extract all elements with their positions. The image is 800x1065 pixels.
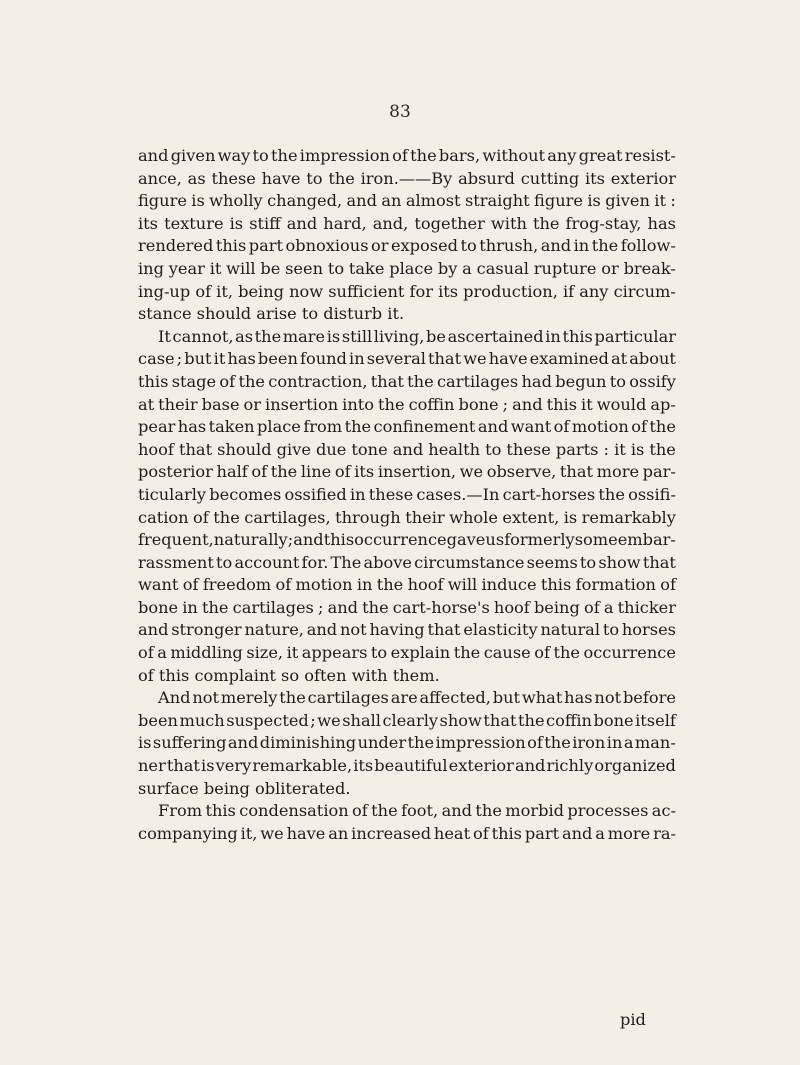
text-line: ance, as these have to the iron.——By absurd cutting its exterior <box>138 168 676 188</box>
text-line: its texture is stiff and hard, and, together with the frog-stay, has <box>138 213 676 233</box>
text-line: and given way to the impression of the bars, without any great resist- <box>138 146 676 165</box>
text-line: pear has taken place from the confinement and want of motion of the <box>138 417 676 437</box>
text-line: From this condensation of the foot, and the morbid processes ac- <box>158 801 676 821</box>
text-line: And not merely the cartilages are affected, but what has not before <box>158 688 676 708</box>
catchword: pid <box>620 1010 646 1029</box>
text-line: is suffering and diminishing under the impression of the iron in a man- <box>138 733 676 753</box>
text-line: rassment to account for. The above circumstance seems to show that <box>138 552 676 572</box>
text-line: posterior half of the line of its insertion, we observe, that more par- <box>138 462 676 482</box>
text-line: stance should arise to disturb it. <box>138 304 405 324</box>
text-line: of this complaint so often with them. <box>138 665 440 685</box>
text-line: rendered this part obnoxious or exposed to thrush, and in the follow- <box>138 236 676 256</box>
text-line: been much suspected ; we shall clearly show that the coffin bone itself <box>138 710 676 730</box>
text-line: this stage of the contraction, that the cartilages had begun to ossify <box>138 371 676 391</box>
text-line: hoof that should give due tone and health to these parts : it is the <box>138 439 676 459</box>
text-line: figure is wholly changed, and an almost straight figure is given it : <box>138 191 676 211</box>
text-line: surface being obliterated. <box>138 778 351 798</box>
text-line: of a middling size, it appears to explain the cause of the occurrence <box>138 643 676 663</box>
text-line: at their base or insertion into the coffin bone ; and this it would ap- <box>138 394 676 414</box>
text-line: frequent, naturally ; and this occurrence gave us formerly some embar- <box>138 530 676 550</box>
text-line: ing year it will be seen to take place by a casual rupture or break- <box>138 258 676 278</box>
text-line: want of freedom of motion in the hoof will induce this formation of <box>138 575 676 595</box>
text-line: and stronger nature, and not having that elasticity natural to horses <box>138 620 676 640</box>
text-line: companying it, we have an increased heat of this part and a more ra- <box>138 823 676 843</box>
text-line: case ; but it has been found in several that we have examined at about <box>138 349 676 369</box>
body-text <box>138 145 676 845</box>
text-line: ner that is very remarkable, its beautiful exterior and richly organized <box>138 756 676 776</box>
page-number: 83 <box>389 102 411 122</box>
text-line: It cannot, as the mare is still living, be ascertained in this particular <box>158 326 676 346</box>
text-line: bone in the cartilages ; and the cart-horse's hoof being of a thicker <box>138 597 676 617</box>
text-line: cation of the cartilages, through their whole extent, is remarkably <box>138 507 676 527</box>
text-line: ing-up of it, being now sufficient for its production, if any circum- <box>138 281 676 301</box>
text-line: ticularly becomes ossified in these cases.—In cart-horses the ossifi- <box>138 484 676 504</box>
